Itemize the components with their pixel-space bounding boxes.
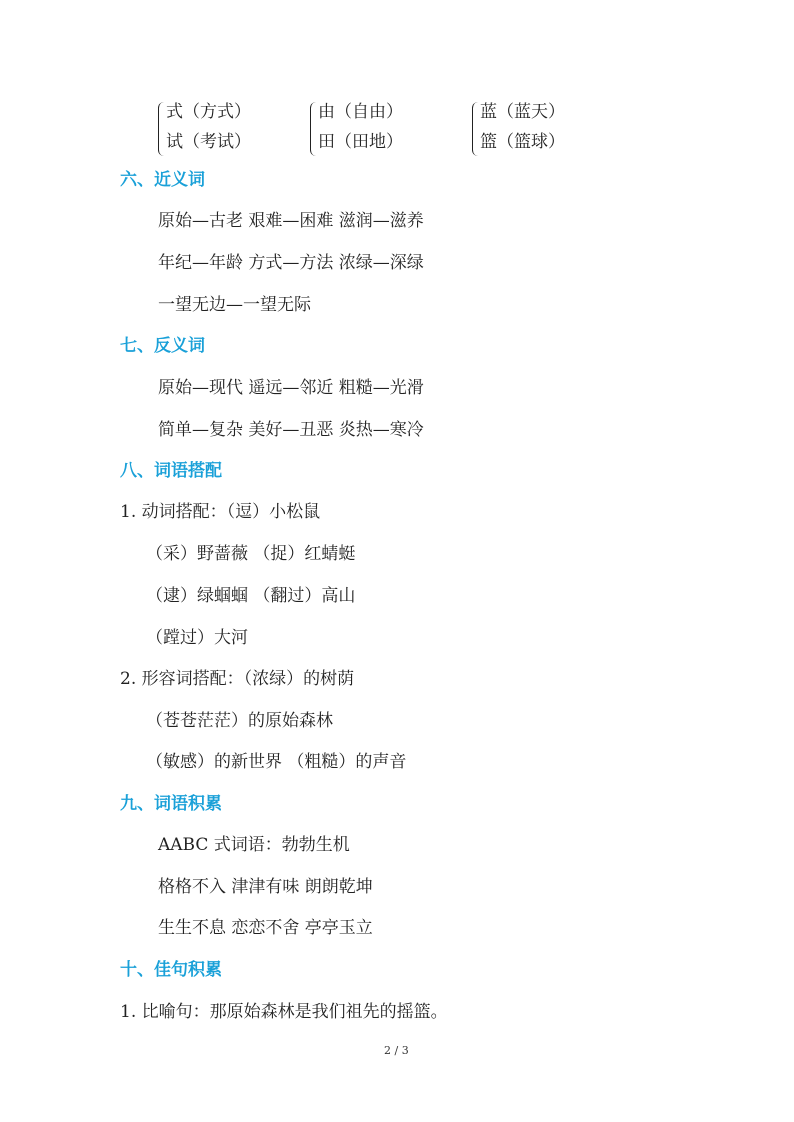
synonym-line: 一望无边—一望无际 (158, 295, 311, 315)
accumulation-line: 生生不息 恋恋不舍 亭亭玉立 (158, 918, 373, 938)
accumulation-line: AABC 式词语：勃勃生机 (158, 835, 350, 855)
synonym-line: 原始—古老 艰难—困难 滋润—滋养 (158, 211, 424, 231)
brace-item: 蓝（蓝天） (480, 102, 565, 122)
collocation-line: （敏感）的新世界 （粗糙）的声音 (146, 752, 407, 772)
brace-item: 田（田地） (318, 132, 403, 152)
antonym-line: 简单—复杂 美好—丑恶 炎热—寒冷 (158, 420, 424, 440)
brace-item: 式（方式） (166, 102, 251, 122)
brace-item: 由（自由） (318, 102, 403, 122)
synonym-line: 年纪—年龄 方式—方法 浓绿—深绿 (158, 253, 424, 273)
brace-item: 试（考试） (166, 132, 251, 152)
section-heading-sentences: 十、佳句积累 (120, 960, 222, 980)
collocation-line: 2. 形容词搭配：（浓绿）的树荫 (120, 669, 355, 689)
accumulation-line: 格格不入 津津有味 朗朗乾坤 (158, 877, 373, 897)
collocation-line: （蹚过）大河 (146, 628, 248, 648)
collocation-line: （逮）绿蝈蝈 （翻过）高山 (146, 586, 356, 606)
page-number: 2 / 3 (384, 1044, 409, 1057)
antonym-line: 原始—现代 遥远—邻近 粗糙—光滑 (158, 378, 424, 398)
collocation-line: 1. 动词搭配：（逗）小松鼠 (120, 502, 321, 522)
collocation-line: （采）野蔷薇 （捉）红蜻蜓 (146, 544, 356, 564)
section-heading-synonyms: 六、近义词 (120, 170, 205, 190)
sentence-line: 1. 比喻句：那原始森林是我们祖先的摇篮。 (120, 1002, 448, 1022)
section-heading-collocation: 八、词语搭配 (120, 461, 222, 481)
section-heading-antonyms: 七、反义词 (120, 336, 205, 356)
section-heading-accumulation: 九、词语积累 (120, 794, 222, 814)
collocation-line: （苍苍茫茫）的原始森林 (146, 711, 333, 731)
brace-item: 篮（篮球） (480, 132, 565, 152)
